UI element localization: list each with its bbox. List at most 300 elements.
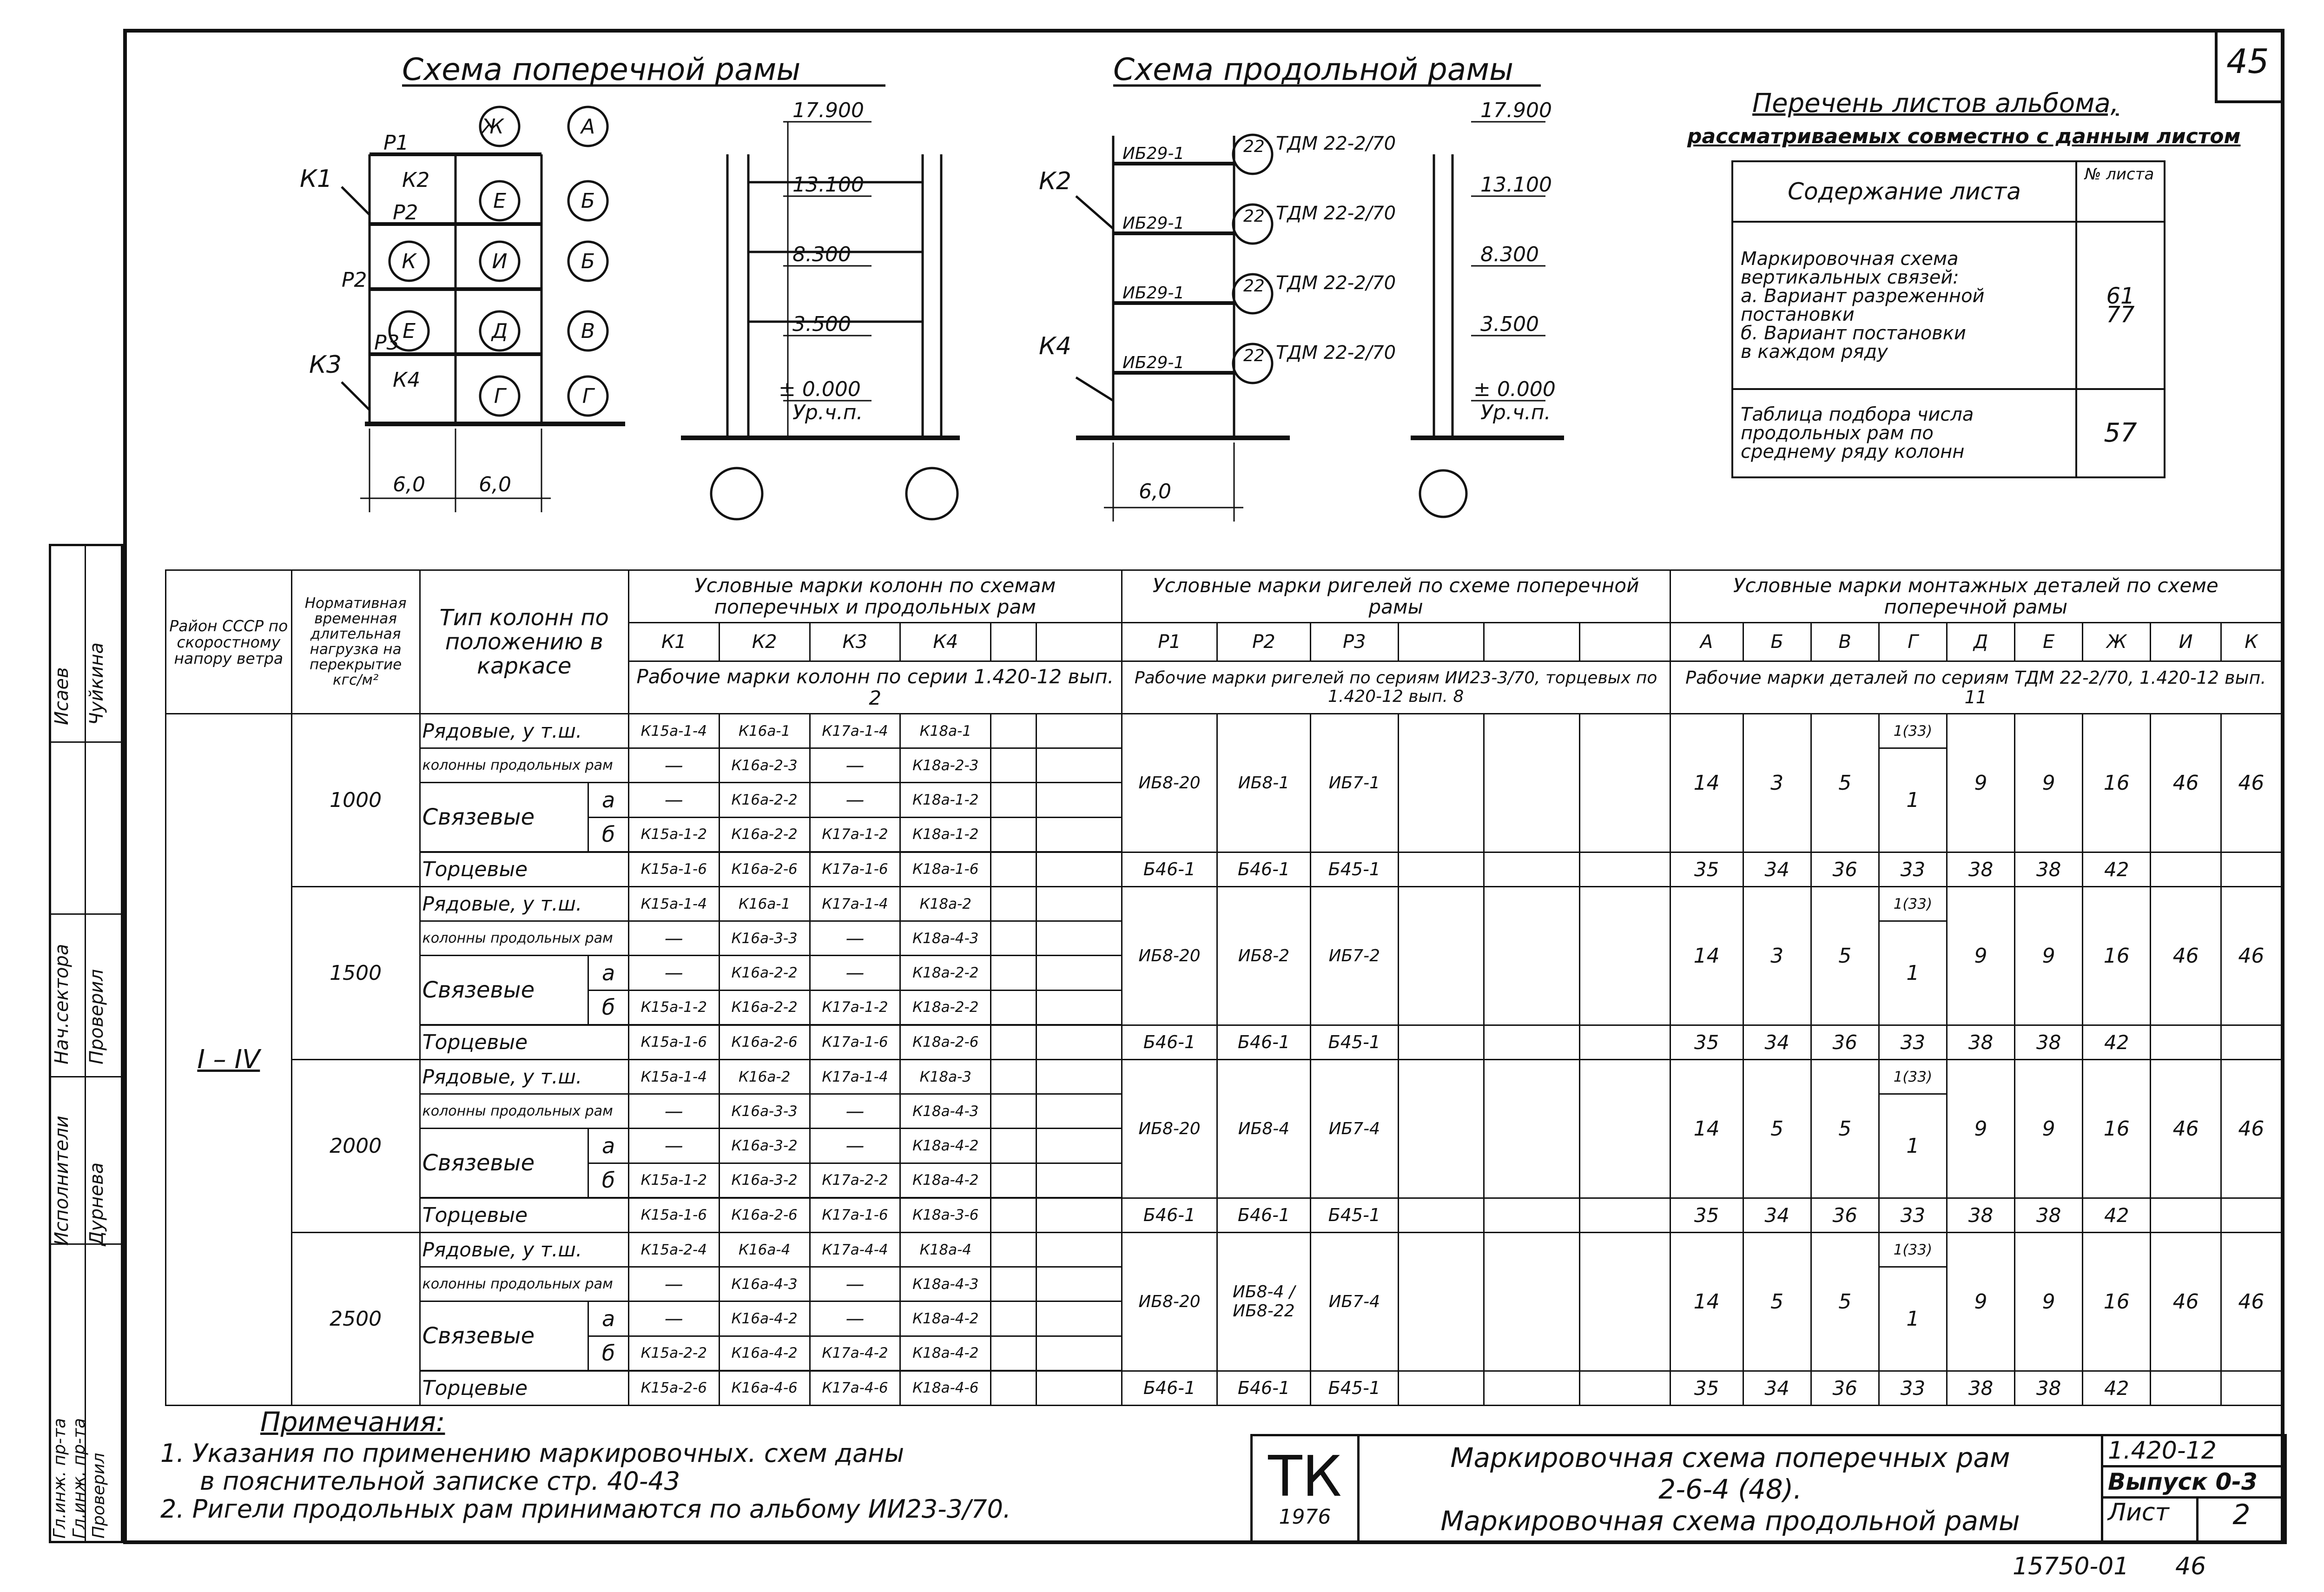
sub-b: б — [588, 990, 629, 1024]
dash-cell: — — [810, 1129, 900, 1163]
col-work-mark: К18а-4-3 — [900, 1267, 991, 1301]
col-work-mark: К18а-4-2 — [900, 1301, 991, 1336]
col-work-mark: К15а-1-2 — [628, 817, 719, 852]
h-type: Тип колонн по положению в каркасе — [420, 570, 628, 714]
mark-g1: Г — [494, 384, 506, 408]
series-cell — [2102, 1435, 2286, 1466]
det-work-mark: 46 — [2221, 1232, 2281, 1371]
type-brace: Связевые — [420, 783, 588, 852]
sheet-list-subtitle: рассматриваемых совместно с данным листом — [1687, 125, 2241, 148]
empty-cell — [991, 990, 1036, 1024]
empty-cell — [2151, 1198, 2221, 1232]
mark-a: А — [581, 115, 595, 139]
det-end-mark: 38 — [2015, 1025, 2083, 1059]
col-work-mark: К16а-4-6 — [719, 1371, 810, 1405]
det-mark-b: Б — [1743, 623, 1811, 661]
empty-cell — [991, 714, 1036, 748]
det-mark-g: Г — [1879, 623, 1947, 661]
det-work-mark: 5 — [1811, 1232, 1879, 1371]
det-end-mark: 33 — [1879, 1198, 1947, 1232]
sub-a: а — [588, 1301, 629, 1336]
empty-cell — [1036, 852, 1122, 886]
empty-cell — [991, 1336, 1036, 1370]
det-end-mark: 42 — [2083, 852, 2151, 886]
sheet-list-table — [1731, 160, 2166, 478]
type-brace: Связевые — [420, 956, 588, 1024]
det-work-mark: 46 — [2221, 887, 2281, 1025]
empty-cell — [1484, 1025, 1580, 1059]
role-2: Нач.сектора — [51, 944, 73, 1064]
sub-b: б — [588, 1163, 629, 1197]
det-end-mark: 34 — [1743, 852, 1811, 886]
col-work-mark: К18а-1-6 — [900, 852, 991, 886]
empty-cell — [991, 1025, 1036, 1059]
label-p3: Р3 — [374, 331, 400, 355]
level-2: 13.100 — [792, 173, 864, 197]
empty-cell — [991, 1267, 1036, 1301]
empty-cell — [1036, 623, 1122, 661]
empty-cell — [991, 1371, 1036, 1405]
label-k4: К4 — [393, 368, 421, 392]
det-work-mark: 16 — [2083, 887, 2151, 1025]
det-end-mark: 33 — [1879, 1025, 1947, 1059]
det-work-mark: 46 — [2221, 714, 2281, 852]
det-end-mark: 36 — [1811, 1198, 1879, 1232]
col-work-mark: К15а-1-2 — [628, 1163, 719, 1197]
level-0: ± 0.000 — [779, 377, 861, 401]
sheet-list-row2: Таблица подбора числа продольных рам по среднему ряду колонн — [1732, 389, 2076, 477]
beam-end-mark: Б45-1 — [1310, 852, 1398, 886]
empty-cell — [1579, 1371, 1670, 1405]
long-k4: К4 — [1039, 332, 1072, 360]
sub-a: а — [588, 956, 629, 990]
empty-cell — [991, 817, 1036, 852]
col-work-mark: К15а-1-2 — [628, 990, 719, 1024]
h-load: Нормативная временная длительная нагрузка на перекрытие кгс/м² — [291, 570, 420, 714]
col-work-mark: К15а-1-6 — [628, 1025, 719, 1059]
empty-cell — [1579, 1232, 1670, 1371]
dim-1: 6,0 — [393, 473, 425, 496]
type-long: колонны продольных рам — [420, 1267, 628, 1301]
det-work-mark: 9 — [2015, 1060, 2083, 1198]
empty-cell — [1399, 623, 1484, 661]
det-work-mark: 9 — [1947, 1060, 2014, 1198]
empty-cell — [1579, 852, 1670, 886]
beam-end-mark: Б46-1 — [1122, 1371, 1217, 1405]
col-work-mark: К17а-1-4 — [810, 887, 900, 921]
col-work-mark: К18а-2 — [900, 887, 991, 921]
empty-cell — [1579, 623, 1670, 661]
empty-cell — [1399, 852, 1484, 886]
dash-cell: — — [810, 921, 900, 956]
det-work-mark: 46 — [2151, 714, 2221, 852]
det-mark-d: Д — [1947, 623, 2014, 661]
dash-cell: — — [628, 1129, 719, 1163]
beam-end-mark: Б46-1 — [1122, 852, 1217, 886]
empty-cell — [1579, 1198, 1670, 1232]
det-work-mark: 46 — [2151, 1060, 2221, 1198]
type-long: колонны продольных рам — [420, 748, 628, 783]
det-work-mark: 1 — [1879, 748, 1947, 852]
empty-cell — [991, 623, 1036, 661]
sheet-title-1: Маркировочная схема поперечных рам — [1450, 1441, 2010, 1473]
det-end-mark: 33 — [1879, 1371, 1947, 1405]
cross-title: Схема поперечной рамы — [402, 52, 801, 87]
beam-work-mark: ИБ8-20 — [1122, 1232, 1217, 1371]
type-end: Торцевые — [420, 1371, 628, 1405]
beam-end-mark: Б46-1 — [1217, 1371, 1310, 1405]
long-n22-4: 22 — [1243, 346, 1265, 365]
det-work-mark: 14 — [1670, 1060, 1743, 1198]
beam-end-mark: Б46-1 — [1122, 1025, 1217, 1059]
det-end-mark: 35 — [1670, 852, 1743, 886]
empty-cell — [1036, 1025, 1122, 1059]
long-ub-4: ИБ29-1 — [1122, 353, 1185, 372]
empty-cell — [991, 748, 1036, 783]
level-1: 17.900 — [792, 99, 864, 122]
issue-cell — [2102, 1466, 2286, 1498]
col-work-mark: К16а-2-2 — [719, 956, 810, 990]
load-cell: 2000 — [291, 1060, 420, 1233]
col-work-mark: К17а-1-2 — [810, 817, 900, 852]
det-work-mark: 16 — [2083, 714, 2151, 852]
long-tdm-2: ТДМ 22-2/70 — [1276, 203, 1396, 224]
det-end-mark: 38 — [1947, 1025, 2014, 1059]
sec-level-4: 3.500 — [1480, 312, 1539, 336]
col-work-mark: К18а-4-2 — [900, 1163, 991, 1197]
notes-title: Примечания: — [260, 1406, 445, 1438]
det-work-mark: 1 — [1879, 1094, 1947, 1198]
beam-work-mark: ИБ8-4 / ИБ8-22 — [1217, 1232, 1310, 1371]
col-work-mark: К18а-2-6 — [900, 1025, 991, 1059]
table-row — [166, 1060, 2282, 1094]
beam-work-mark: ИБ7-4 — [1310, 1232, 1398, 1371]
h-col-sub: Рабочие марки колонн по серии 1.420-12 вып. 2 — [628, 661, 1122, 713]
col-work-mark: К15а-1-6 — [628, 852, 719, 886]
sheet-list-row1: Маркировочная схема вертикальных связей: а. Вариант разреженной постановки б. Вариант постановки в каждом ряду — [1732, 222, 2076, 389]
table-row — [166, 887, 2282, 921]
sub-a: а — [588, 783, 629, 817]
mark-k: К — [402, 250, 416, 273]
long-ub-2: ИБ29-1 — [1122, 214, 1185, 233]
col-work-mark: К17а-4-4 — [810, 1232, 900, 1267]
det-work-mark: 5 — [1811, 714, 1879, 852]
page-number: 45 — [2226, 42, 2269, 81]
dash-cell: — — [628, 1301, 719, 1336]
empty-cell — [1579, 714, 1670, 852]
det-work-mark: 5 — [1743, 1060, 1811, 1198]
det-mark-e: Е — [2015, 623, 2083, 661]
load-cell: 1000 — [291, 714, 420, 887]
det-end-mark: 38 — [1947, 1371, 2014, 1405]
marks-body — [166, 714, 2282, 1406]
long-tdm-3: ТДМ 22-2/70 — [1276, 272, 1396, 294]
h-beam-sub: Рабочие марки ригелей по сериям ИИ23-3/70, торцевых по 1.420-12 вып. 8 — [1122, 661, 1670, 713]
col-work-mark: К18а-1-2 — [900, 783, 991, 817]
sheet-title-cell — [1359, 1435, 2102, 1543]
mark-v: В — [581, 319, 595, 343]
det-end-mark: 42 — [2083, 1198, 2151, 1232]
level-4: 3.500 — [792, 312, 851, 336]
dash-cell: — — [810, 748, 900, 783]
long-ub-1: ИБ29-1 — [1122, 144, 1185, 163]
det-work-mark: 16 — [2083, 1060, 2151, 1198]
col-work-mark: К18а-2-3 — [900, 748, 991, 783]
det-mark-a: А — [1670, 623, 1743, 661]
empty-cell — [991, 852, 1036, 886]
det-end-mark: 38 — [1947, 852, 2014, 886]
col-work-mark: К18а-4-2 — [900, 1129, 991, 1163]
det-work-mark: 46 — [2221, 1060, 2281, 1198]
type-long: колонны продольных рам — [420, 921, 628, 956]
empty-cell — [1036, 817, 1122, 852]
empty-cell — [1484, 1060, 1580, 1198]
type-brace: Связевые — [420, 1129, 588, 1197]
beam-end-mark: Б45-1 — [1310, 1198, 1398, 1232]
long-tdm-4: ТДМ 22-2/70 — [1276, 342, 1396, 363]
label-p2: Р2 — [393, 201, 418, 225]
det-work-mark: 5 — [1811, 1060, 1879, 1198]
col-work-mark: К18а-4-2 — [900, 1336, 991, 1370]
beam-work-mark: ИБ8-20 — [1122, 1060, 1217, 1198]
mark-e2: Е — [403, 319, 416, 343]
empty-cell — [1036, 1336, 1122, 1370]
sheet-list-row2-num: 57 — [2076, 389, 2165, 477]
dash-cell: — — [628, 1094, 719, 1129]
col-work-mark: К15а-2-2 — [628, 1336, 719, 1370]
det-work-mark: 9 — [2015, 714, 2083, 852]
long-tdm-1: ТДМ 22-2/70 — [1276, 133, 1396, 154]
col-work-mark: К16а-3-3 — [719, 1094, 810, 1129]
type-end: Торцевые — [420, 852, 628, 886]
dash-cell: — — [810, 956, 900, 990]
beam-mark-p2: Р2 — [1217, 623, 1310, 661]
col-work-mark: К16а-4-2 — [719, 1336, 810, 1370]
table-row — [166, 1371, 2282, 1405]
det-work-mark: 1 — [1879, 921, 1947, 1025]
empty-cell — [991, 887, 1036, 921]
dash-cell: — — [628, 748, 719, 783]
det-work-mark: 14 — [1670, 1232, 1743, 1371]
det-end-mark: 42 — [2083, 1025, 2151, 1059]
empty-cell — [1579, 1060, 1670, 1198]
col-work-mark: К16а-2 — [719, 1060, 810, 1094]
sheet-no: 2 — [2232, 1499, 2251, 1531]
empty-cell — [1036, 1060, 1122, 1094]
empty-cell — [1036, 783, 1122, 817]
empty-cell — [1399, 714, 1484, 852]
col-work-mark: К17а-1-4 — [810, 714, 900, 748]
empty-cell — [1399, 1198, 1484, 1232]
role-4b: Гл.инж. пр-та — [70, 1418, 89, 1539]
type-row: Рядовые, у т.ш. — [420, 1060, 628, 1094]
col-work-mark: К18а-2-2 — [900, 956, 991, 990]
col-work-mark: К17а-1-2 — [810, 990, 900, 1024]
empty-cell — [1036, 1163, 1122, 1197]
sheet-title-3: Маркировочная схема продольной рамы — [1440, 1505, 2020, 1537]
table-row — [166, 852, 2282, 886]
det-end-mark: 34 — [1743, 1198, 1811, 1232]
title-block — [1250, 1434, 2287, 1544]
empty-cell — [2151, 1371, 2221, 1405]
label-k2: К2 — [402, 168, 430, 192]
issue: Выпуск 0-3 — [2108, 1468, 2258, 1495]
empty-cell — [991, 1129, 1036, 1163]
load-cell: 2500 — [291, 1232, 420, 1405]
tk-logo-cell — [1252, 1435, 1359, 1543]
det-work-mark: 3 — [1743, 714, 1811, 852]
long-ub-3: ИБ29-1 — [1122, 284, 1185, 303]
label-k1: К1 — [300, 165, 333, 193]
beam-work-mark: ИБ7-4 — [1310, 1060, 1398, 1198]
h-columns: Условные марки колонн по схемам поперечных и продольных рам — [628, 570, 1122, 623]
col-work-mark: К16а-2-2 — [719, 990, 810, 1024]
h-region: Район СССР по скоростному напору ветра — [166, 570, 292, 714]
col-work-mark: К18а-3 — [900, 1060, 991, 1094]
dash-cell: — — [810, 1094, 900, 1129]
h-det-sub: Рабочие марки деталей по сериям ТДМ 22-2/70, 1.420-12 вып. 11 — [1670, 661, 2281, 713]
col-work-mark: К15а-2-4 — [628, 1232, 719, 1267]
col-work-mark: К16а-1 — [719, 714, 810, 748]
sec-level-2: 13.100 — [1480, 173, 1552, 197]
table-row — [166, 1198, 2282, 1232]
sheet-label: Лист — [2103, 1499, 2199, 1542]
empty-cell — [1484, 1232, 1580, 1371]
col-work-mark: К18а-4-6 — [900, 1371, 991, 1405]
beam-mark-p1: Р1 — [1122, 623, 1217, 661]
det-end-mark: 38 — [2015, 1371, 2083, 1405]
col-work-mark: К16а-2-6 — [719, 852, 810, 886]
sec-level-1: 17.900 — [1480, 99, 1552, 122]
beam-work-mark: ИБ7-1 — [1310, 714, 1398, 852]
det-end-mark: 34 — [1743, 1371, 1811, 1405]
table-row — [166, 1025, 2282, 1059]
beam-end-mark: Б45-1 — [1310, 1371, 1398, 1405]
col-work-mark: К16а-4 — [719, 1232, 810, 1267]
label-k3: К3 — [309, 351, 342, 379]
sheet-list-col-number: № листа — [2076, 161, 2165, 222]
empty-cell — [1036, 990, 1122, 1024]
col-work-mark: К16а-1 — [719, 887, 810, 921]
det-work-mark: 46 — [2151, 1232, 2221, 1371]
beam-mark-p3: Р3 — [1310, 623, 1398, 661]
mark-g2: Г — [582, 384, 594, 408]
empty-cell — [1484, 852, 1580, 886]
col-work-mark: К16а-2-6 — [719, 1025, 810, 1059]
det-mark-i: И — [2151, 623, 2221, 661]
empty-cell — [1036, 1301, 1122, 1336]
col-work-mark: К16а-3-2 — [719, 1129, 810, 1163]
det-work-mark: 9 — [1947, 887, 2014, 1025]
type-brace: Связевые — [420, 1301, 588, 1370]
col-work-mark: К18а-4-3 — [900, 1094, 991, 1129]
det-end-mark: 42 — [2083, 1371, 2151, 1405]
dash-cell: — — [628, 921, 719, 956]
det-end-mark: 38 — [2015, 852, 2083, 886]
empty-cell — [1036, 921, 1122, 956]
note-1b: в пояснительной записке стр. 40-43 — [200, 1466, 680, 1496]
role-4c: Проверил — [89, 1453, 108, 1539]
col-work-mark: К15а-1-4 — [628, 714, 719, 748]
det-work-mark: 9 — [2015, 887, 2083, 1025]
empty-cell — [991, 1094, 1036, 1129]
sec-level-floor: Ур.ч.п. — [1480, 401, 1551, 424]
role-2b: Проверил — [86, 969, 107, 1064]
beam-work-mark: ИБ7-2 — [1310, 887, 1398, 1025]
empty-cell — [1484, 1371, 1580, 1405]
col-work-mark: К15а-2-6 — [628, 1371, 719, 1405]
det-work-mark: 46 — [2151, 887, 2221, 1025]
dash-cell: — — [628, 1267, 719, 1301]
col-mark-k1: К1 — [628, 623, 719, 661]
long-k2: К2 — [1039, 167, 1072, 195]
note-1a: 1. Указания по применению маркировочных. схем даны — [160, 1439, 905, 1468]
beam-work-mark: ИБ8-20 — [1122, 887, 1217, 1025]
sec-level-0: ± 0.000 — [1473, 377, 1556, 401]
col-mark-k4: К4 — [900, 623, 991, 661]
signer-1: Исаев — [51, 667, 73, 725]
beam-work-mark: ИБ8-20 — [1122, 714, 1217, 852]
empty-cell — [1036, 1371, 1122, 1405]
dash-cell: — — [810, 783, 900, 817]
det-end-mark: 35 — [1670, 1198, 1743, 1232]
det-work-mark: 14 — [1670, 887, 1743, 1025]
sheet-no-cell — [2102, 1498, 2286, 1543]
det-end-mark: 33 — [1879, 852, 1947, 886]
col-work-mark: К15а-1-4 — [628, 887, 719, 921]
type-row: Рядовые, у т.ш. — [420, 887, 628, 921]
label-p2b: Р2 — [342, 268, 367, 292]
det-end-mark: 36 — [1811, 852, 1879, 886]
col-work-mark: К18а-1-2 — [900, 817, 991, 852]
empty-cell — [991, 1232, 1036, 1267]
dim-2: 6,0 — [479, 473, 511, 496]
empty-cell — [1484, 714, 1580, 852]
col-work-mark: К17а-4-2 — [810, 1336, 900, 1370]
empty-cell — [1036, 748, 1122, 783]
dash-cell: — — [810, 1301, 900, 1336]
det-g-extra: 1(33) — [1879, 1232, 1947, 1267]
det-work-mark: 3 — [1743, 887, 1811, 1025]
sheet-list-col-content: Содержание листа — [1732, 161, 2076, 222]
det-mark-v: В — [1811, 623, 1879, 661]
dash-cell: — — [810, 1267, 900, 1301]
det-work-mark: 9 — [1947, 714, 2014, 852]
long-n22-1: 22 — [1243, 137, 1265, 156]
empty-cell — [1484, 887, 1580, 1025]
sub-a: а — [588, 1129, 629, 1163]
dash-cell: — — [628, 956, 719, 990]
empty-cell — [2151, 852, 2221, 886]
empty-cell — [1399, 1232, 1484, 1371]
empty-cell — [2221, 1025, 2281, 1059]
col-work-mark: К16а-3-2 — [719, 1163, 810, 1197]
col-work-mark: К16а-4-3 — [719, 1267, 810, 1301]
sub-b: б — [588, 817, 629, 852]
empty-cell — [991, 1163, 1036, 1197]
sheet-title-2: 2-6-4 (48). — [1658, 1473, 1802, 1505]
empty-cell — [1036, 956, 1122, 990]
det-g-extra: 1(33) — [1879, 714, 1947, 748]
beam-end-mark: Б46-1 — [1122, 1198, 1217, 1232]
empty-cell — [2221, 852, 2281, 886]
empty-cell — [991, 1198, 1036, 1232]
load-cell: 1500 — [291, 887, 420, 1060]
col-work-mark: К17а-1-6 — [810, 1025, 900, 1059]
sheet-list-title: Перечень листов альбома, — [1752, 88, 2119, 119]
empty-cell — [1036, 1094, 1122, 1129]
empty-cell — [1036, 1267, 1122, 1301]
